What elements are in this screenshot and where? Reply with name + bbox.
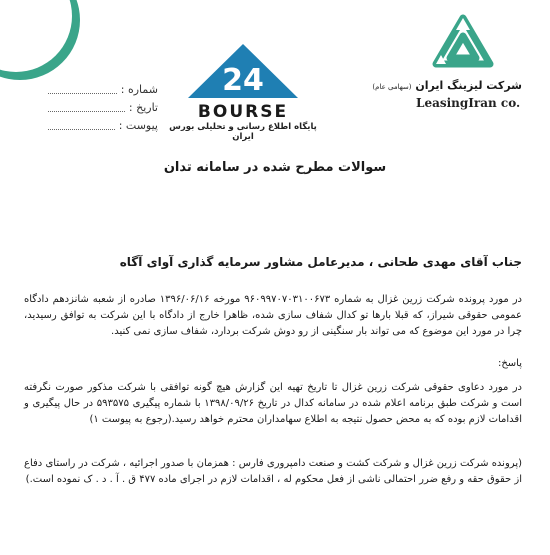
- question-paragraph: در مورد پرونده شرکت زرین غزال به شماره ۹۶۰۹۹۷۰۷۰۳۱۰۰۶۷۳ مورخه ۱۳۹۶/۰۶/۱۶ صادره از شعبه شانزدهم دادگاه عمومی حقوقی شیراز، که قبلا بارها تو کدال شفاف سازی شده، ظاهرا خارج از دادگاه با این شرکت به توافق رسیدید، چرا در مورد این موضوع که می تواند بار سنگینی از رو دوش شرکت بردارد، شفاف سازی نمی کنید.: [24, 294, 522, 337]
- number-dots: [48, 85, 117, 94]
- bourse-number: 24: [222, 63, 264, 98]
- reply-label: پاسخ:: [497, 358, 522, 369]
- attachment-dots: [48, 121, 115, 130]
- document-title: سوالات مطرح شده در سامانه تدان: [163, 160, 387, 175]
- letter-meta: [48, 80, 158, 134]
- number-label: شماره :: [120, 82, 158, 96]
- attachment-label: پیوست :: [118, 118, 158, 132]
- answer-paragraph: در مورد دعاوی حقوقی شرکت زرین غزال تا تاریخ تهیه این گزارش هیچ گونه توافقی با شرکت مذکور صورت نگرفته است و شرکت طبق برنامه اعلام شده در سامانه کدال در تاریخ ۱۳۹۸/۰۹/۲۶ با شماره پیگیری ۵۹۳۵۷۵ در حال پیگیری و اقدامات لازم بوده که به محض حصول نتیجه به اطلاع سهامداران محترم خواهد رسید.(رجوع به پیوست ۱): [24, 382, 522, 425]
- date-dots: [48, 103, 125, 112]
- bourse-subtitle: پایگاه اطلاع رسانی و تحلیلی بورس ایران: [169, 122, 317, 142]
- company-name-en: LeasingIran co.: [416, 96, 521, 110]
- addressee: جناب آقای مهدی طحانی ، مدیرعامل مشاور سرمایه گذاری آوای آگاه: [119, 255, 522, 269]
- bourse-wordmark: BOURSE: [197, 102, 289, 122]
- bourse-logo: [168, 40, 318, 135]
- company-name-fa-note: (سهامی عام): [372, 83, 412, 91]
- date-row: [48, 98, 158, 116]
- date-label: تاریخ :: [128, 100, 158, 114]
- number-row: [48, 80, 158, 98]
- attachment-row: [48, 116, 158, 134]
- company-name-fa: [372, 79, 522, 92]
- case-note-paragraph: (پرونده شرکت زرین غزال و شرکت کشت و صنعت دامپروری فارس : همزمان با صدور اجرائیه ، شرکت در راستای دفاع از حقوق حقه و رفع ضرر احتمالی ناشی از فعل محکوم له ، اقدامات لازم در اجرای ماده ۴۷۷ ق . آ . د . ک نموده است.): [24, 458, 522, 485]
- leasing-iran-logo-icon: [428, 12, 498, 80]
- company-name-fa-text: شرکت لیزینگ ایران: [415, 79, 522, 92]
